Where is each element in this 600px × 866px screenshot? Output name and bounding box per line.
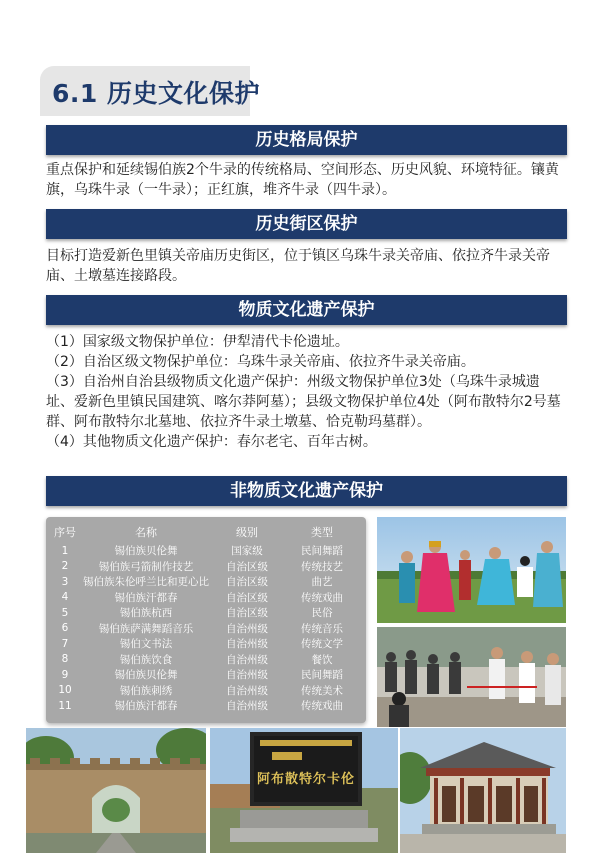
table-row [50, 605, 362, 621]
cell-index: 6 [61, 622, 69, 635]
section-heading-historic-district: 历史街区保护 [46, 209, 567, 239]
cell-level: 自治州级 [226, 669, 268, 682]
table-row [50, 636, 362, 652]
cell-level: 自治州级 [226, 700, 268, 713]
cell-type: 传统戏曲 [301, 700, 343, 713]
archery-image [377, 627, 566, 727]
cell-level: 自治州级 [226, 622, 268, 635]
cell-index: 11 [58, 699, 72, 712]
cell-level: 自治州级 [226, 653, 268, 666]
table-row [50, 543, 362, 559]
monument-inscription: 阿布散特尔卡伦 [256, 772, 355, 787]
cell-level: 国家级 [231, 545, 263, 558]
cell-name: 锡伯族汗都春 [114, 700, 178, 713]
photo-temple-building [400, 728, 566, 853]
cell-level: 自治州级 [226, 638, 268, 651]
photo-dancers [377, 517, 566, 623]
cell-level: 自治区级 [226, 591, 268, 604]
photo-city-gate [26, 728, 206, 853]
section-body-historic-district [46, 246, 562, 286]
table-row [50, 667, 362, 683]
cell-index: 4 [61, 591, 69, 604]
cell-type: 传统音乐 [301, 622, 343, 635]
table-row [50, 683, 362, 699]
cell-index: 7 [61, 637, 69, 650]
cell-index: 1 [61, 544, 69, 557]
dancers-image [377, 517, 566, 623]
monument-image [210, 728, 398, 853]
section-heading-material-heritage: 物质文化遗产保护 [46, 295, 567, 325]
table-row [50, 698, 362, 714]
cell-name: 锡伯族杭西 [119, 607, 173, 620]
cell-level: 自治州级 [226, 684, 268, 697]
photo-archery-crowd [377, 627, 566, 727]
temple-image [400, 728, 566, 853]
cell-index: 9 [61, 668, 69, 681]
paragraph: （3）自治州自治县级物质文化遗产保护：州级文物保护单位3处（乌珠牛录城遗址、爱新色里镇民国建筑、喀尔莽阿墓）；县级文物保护单位4处（阿布散特尔2号墓群、阿布散特尔北墓地、依拉齐牛录土墩墓、恰克勒玛墓群）。 [46, 374, 561, 430]
column-header-name: 名称 [135, 525, 157, 539]
cell-name: 锡伯族弓箭制作技艺 [98, 560, 194, 573]
cell-type: 传统戏曲 [301, 591, 343, 604]
table-row [50, 621, 362, 637]
cell-level: 自治区级 [226, 560, 268, 573]
cell-level: 自治区级 [226, 607, 268, 620]
cell-index: 2 [61, 560, 69, 573]
cell-name: 锡伯族汗都春 [114, 591, 178, 604]
page-title: 6.1 历史文化保护 [52, 79, 260, 108]
cell-type: 传统美术 [301, 684, 343, 697]
cell-type: 曲艺 [311, 576, 333, 589]
paragraph: （2）自治区级文物保护单位：乌珠牛录关帝庙、依拉齐牛录关帝庙。 [46, 354, 475, 370]
cell-name: 锡伯族刺绣 [119, 684, 173, 697]
cell-index: 8 [61, 653, 69, 666]
cell-type: 传统文学 [301, 638, 343, 651]
cell-name: 锡伯族萨满舞蹈音乐 [98, 622, 194, 635]
table-row [50, 652, 362, 668]
column-header-type: 类型 [311, 525, 333, 539]
photo-monument-stone [210, 728, 398, 853]
paragraph: （1）国家级文物保护单位：伊犁清代卡伦遗址。 [46, 334, 349, 350]
city-gate-image [26, 728, 206, 853]
cell-name: 锡伯文书法 [119, 638, 173, 651]
cell-type: 传统技艺 [301, 560, 343, 573]
heritage-table [50, 521, 362, 714]
cell-type: 民间舞蹈 [301, 545, 343, 558]
cell-type: 餐饮 [311, 653, 333, 666]
cell-index: 3 [61, 575, 69, 588]
column-header-index: 序号 [54, 525, 76, 539]
cell-index: 5 [61, 606, 69, 619]
section-heading-historic-layout: 历史格局保护 [46, 125, 567, 155]
column-header-level: 级别 [236, 525, 258, 539]
cell-name: 锡伯族朱伦呼兰比和更心比 [83, 576, 209, 589]
table-row [50, 559, 362, 575]
cell-name: 锡伯族贝伦舞 [114, 545, 178, 558]
section-body-historic-layout [46, 160, 562, 200]
page-title-block [40, 66, 260, 116]
heritage-table-panel [46, 517, 366, 723]
table-header-row [50, 521, 362, 543]
cell-name: 锡伯族贝伦舞 [114, 669, 178, 682]
table-row [50, 574, 362, 590]
section-body-material-heritage [46, 332, 562, 452]
table-row [50, 590, 362, 606]
cell-name: 锡伯族饮食 [119, 653, 173, 666]
paragraph: （4）其他物质文化遗产保护：春尔老宅、百年古树。 [46, 434, 377, 450]
cell-index: 10 [58, 684, 72, 697]
cell-type: 民间舞蹈 [301, 669, 343, 682]
cell-type: 民俗 [311, 607, 333, 620]
section-heading-intangible-heritage: 非物质文化遗产保护 [46, 476, 567, 506]
cell-level: 自治区级 [226, 576, 268, 589]
paragraph: 重点保护和延续锡伯族2个牛录的传统格局、空间形态、历史风貌、环境特征。镶黄旗，乌珠牛录（一牛录）；正红旗，堆齐牛录（四牛录）。 [46, 162, 559, 198]
paragraph: 目标打造爱新色里镇关帝庙历史街区，位于镇区乌珠牛录关帝庙、依拉齐牛录关帝庙、土墩墓连接路段。 [46, 248, 550, 284]
